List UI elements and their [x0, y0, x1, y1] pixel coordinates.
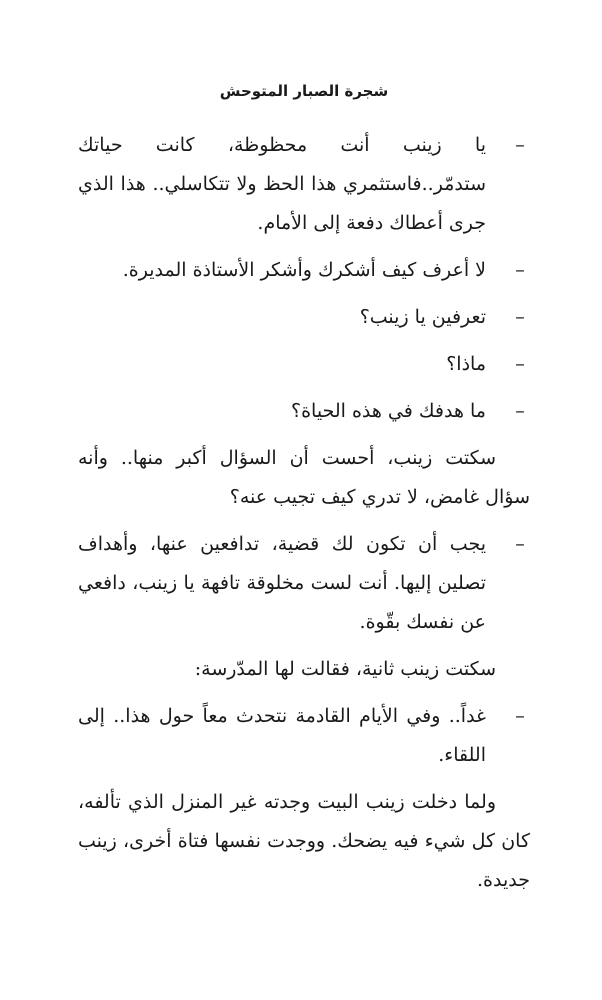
dialogue-text: يا زينب أنت محظوظة، كانت حياتك ستدمّر..فاستثمري هذا الحظ ولا تتكاسلي.. هذا الذي جرى أعطاك دفعة إلى الأمام.: [78, 134, 486, 234]
dialogue-line: [78, 345, 530, 384]
dialogue-line: [78, 126, 530, 243]
dialogue-line: [78, 251, 530, 290]
dialogue-line: [78, 525, 530, 642]
dialogue-text: تعرفين يا زينب؟: [359, 306, 486, 328]
dialogue-dash: –: [515, 400, 525, 422]
dialogue-line: [78, 392, 530, 431]
dialogue-dash: –: [515, 259, 525, 281]
dialogue-text: يجب أن تكون لك قضية، تدافعين عنها، وأهداف تصلين إليها. أنت لست مخلوقة تافهة يا زينب، دافعي عن نفسك بقّوة.: [78, 533, 486, 633]
dialogue-line: [78, 697, 530, 775]
dialogue-dash: –: [515, 306, 525, 328]
chapter-title: شجرة الصبار المتوحش: [219, 82, 389, 100]
dialogue-line: [78, 298, 530, 337]
dialogue-dash: –: [515, 705, 525, 727]
dialogue-text: غداً.. وفي الأيام القادمة نتحدث معاً حول هذا.. إلى اللقاء.: [78, 705, 486, 766]
dialogue-text: ما هدفك في هذه الحياة؟: [291, 400, 486, 422]
narration-paragraph: سكتت زينب ثانية، فقالت لها المدّرسة:: [194, 658, 496, 680]
narration-paragraph: ولما دخلت زينب البيت وجدته غير المنزل الذي تألفه، كان كل شيء فيه يضحك. ووجدت نفسها فتاة أخرى، زينب جديدة.: [78, 791, 530, 891]
dialogue-text: لا أعرف كيف أشكرك وأشكر الأستاذة المديرة.: [122, 259, 486, 281]
text-body: [78, 126, 530, 900]
dialogue-dash: –: [515, 134, 525, 156]
dialogue-dash: –: [515, 533, 525, 555]
dialogue-dash: –: [515, 353, 525, 375]
dialogue-text: ماذا؟: [446, 353, 486, 375]
narration-paragraph: سكتت زينب، أحست أن السؤال أكبر منها.. وأنه سؤال غامض، لا تدري كيف تجيب عنه؟: [78, 447, 530, 508]
